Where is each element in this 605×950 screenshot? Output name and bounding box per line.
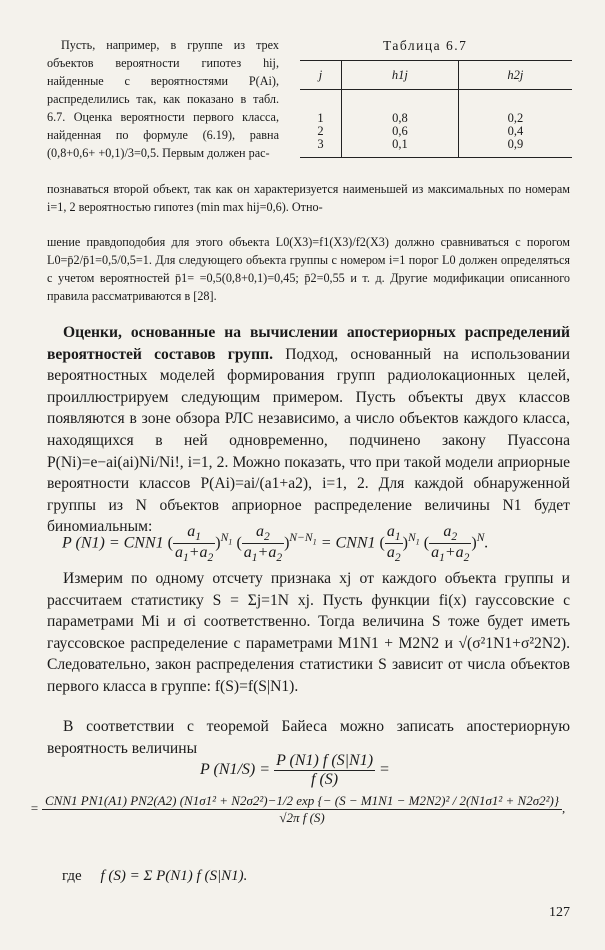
normalizer-label: где: [62, 868, 82, 884]
section-paragraph: [47, 322, 570, 538]
table-header-j: j: [300, 61, 342, 90]
table-row: [300, 90, 572, 126]
page-number: 127: [549, 905, 570, 920]
normalizer-text: f (S) = Σ P(N1) f (S|N1).: [100, 868, 248, 884]
intro-paragraph: [47, 36, 279, 162]
bayes-numerator: P (N1) f (S|N1): [276, 752, 374, 769]
table-caption: Таблица 6.7: [383, 38, 468, 53]
table-header-row: [300, 61, 572, 90]
intro-text: Пусть, например, в группе из трех объектов вероятности гипотез hij, найденные с вероятностями P(Ai), распределились так, как показано в табл. 6.7. Оценка вероятности первого класса, найденная по формуле (6.19), равна (0,8+0,6+ +0,1)/3=0,5. Первым должен рас-: [47, 38, 279, 160]
bayes-paragraph: В соответствии с теоремой Байеса можно записать апостериорную вероятность величины: [47, 718, 570, 757]
bayes-denominator: f (S): [311, 771, 339, 788]
table-6-7: [300, 60, 572, 158]
table-cell: 0,4: [458, 125, 572, 138]
table-row: [300, 125, 572, 138]
table-cell: 2: [317, 124, 324, 138]
binomial-lhs: P (N1) = CNN1: [62, 534, 164, 552]
posterior-formula: = CNN1 PN1(A1) PN2(A2) (N1σ1² + N2σ2²)−1/2 exp {− (S − M1N1 − M2N2)² / 2(N1σ1² + N2σ2²)} √2π f (S) ,: [30, 793, 566, 825]
bayes-formula: P (N1/S) = $\frac{P (N1) f (S|N1)}{f (S)}$ =: [200, 752, 390, 788]
measurement-paragraph: Измерим по одному отсчету признака xj от каждого объекта группы и рассчитаем статистику S = Σj=1N xj. Пусть функции fi(x) гауссовские с параметрами Mi и σi соответственно. Тогда величина S тоже будет иметь гауссовское распределение с параметрами M1N1 + M2N2 и √(σ²1N1+σ²2N2). Следовательно, закон распределения статистики S зависит от числа объектов первого класса в группе: f(S)=f(S|N1).: [47, 570, 570, 695]
table-cell: 0,2: [458, 90, 572, 126]
section-heading: Оценки, основанные на вычислении апостериорных распределений вероятностей составов групп.: [47, 324, 570, 363]
bayes-lhs: P (N1/S) =: [200, 761, 271, 779]
table-cell: 0,6: [342, 125, 459, 138]
table-row: [300, 138, 572, 158]
table-header-h2j: h2j: [458, 61, 572, 90]
continuation-text: познаваться второй объект, так как он характеризуется наименьшей из максимальных по номерам i=1, 2 вероятностью гипотез (min max hij=0,6). Отно-: [47, 182, 570, 214]
table-cell: 0,1: [342, 138, 459, 158]
posterior-denominator: √2π f (S): [279, 810, 325, 825]
table-cell: 1: [317, 111, 324, 125]
table-cell: 0,8: [342, 90, 459, 126]
table-cell: 0,9: [458, 138, 572, 158]
table-header-h1j: h1j: [342, 61, 459, 90]
table-cell: 3: [300, 138, 342, 158]
section-text: Подход, основанный на использовании вероятностных моделей формирования групп радиолокационных целей, проиллюстрируем следующим примером. Пусть объекты двух классов появляются в зоне обзора РЛС независимо, а число объектов каждого класса, находящихся в ней одновременно, подчинено закону Пуассона P(Ni)=e−ai(ai)Ni/Ni!, i=1, 2. Можно показать, что при такой модели априорные вероятности классов P(Ai)=ai/(a1+a2), i=1, 2. Для каждой обнаруженной группы из N объектов априорное распределение величины N1 будет биномиальным:: [47, 345, 570, 536]
binomial-mid: = CNN1: [320, 534, 376, 552]
normalizer-formula: [62, 868, 247, 885]
posterior-numerator: CNN1 PN1(A1) PN2(A2) (N1σ1² + N2σ2²)−1/2 exp {− (S − M1N1 − M2N2)² / 2(N1σ1² + N2σ2²)}: [42, 793, 562, 810]
likelihood-paragraph: шение правдоподобия для этого объекта L0(X3)=f1(X3)/f2(X3) должно сравниваться с порогом L0=p̄2/p̄1=0,5/0,5=1. Для следующего объекта группы с номером i=1 порог L0 должен определяться с учетом вероятностей p̄1= =0,5(0,8+0,1)=0,45; p̄2=0,55 и т. д. Другие модификации описанного правила рассматриваются в [28].: [47, 235, 570, 303]
binomial-formula: P (N1) = CNN1 ( $\frac{a_1}{a_1+a_2}$ )$^{N_1}$ ( $\frac{a_2}{a_1+a_2}$ )$^{N-N_1}$ = CNN1 ( $\frac{a_1}{a_2}$ )$^{N_1}$ ( $\frac{a_2}{a_1+a_2}$ )$^N$.: [62, 523, 489, 565]
